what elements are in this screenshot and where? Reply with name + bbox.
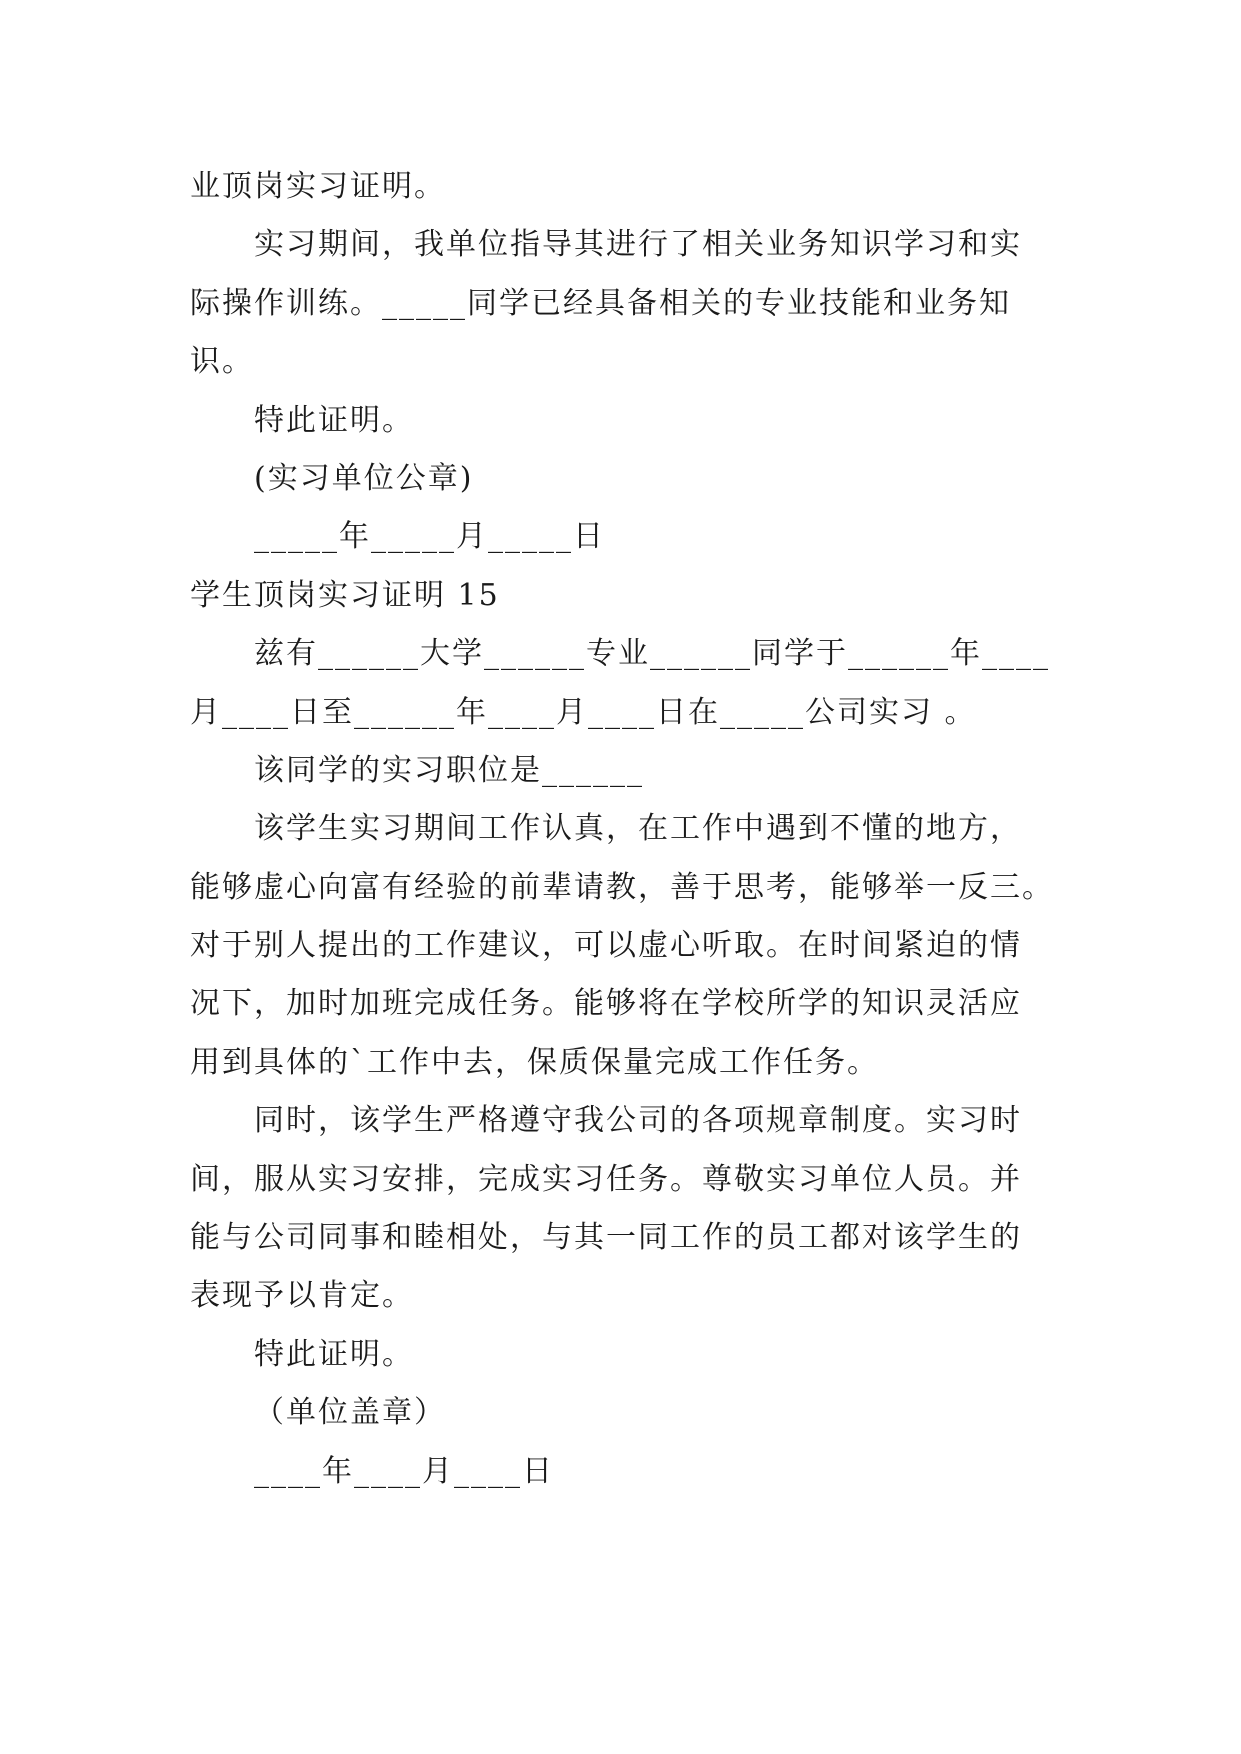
text-line-17: 同时，该学生严格遵守我公司的各项规章制度。实习时 [254, 1103, 1022, 1139]
text-line-12: 该学生实习期间工作认真，在工作中遇到不懂的地方， [254, 811, 1022, 847]
seal-line-1: (实习单位公章) [254, 460, 474, 496]
text-line-4: 识。 [190, 344, 254, 380]
text-line-1: 业顶岗实习证明。 [190, 169, 446, 204]
text-line-14: 对于别人提出的工作建议，可以虚心听取。在时间紧迫的情 [190, 928, 1022, 964]
text-line-19: 能与公司同事和睦相处，与其一同工作的员工都对该学生的 [190, 1220, 1022, 1256]
text-line-9: 兹有______大学______专业______同学于______年____ [254, 636, 1050, 672]
date-line-1: _____年_____月_____日 [254, 519, 605, 555]
seal-line-2: （单位盖章） [254, 1395, 446, 1431]
section-heading: 学生顶岗实习证明 15 [190, 577, 500, 613]
text-line-3: 际操作训练。_____同学已经具备相关的专业技能和业务知 [190, 285, 1011, 321]
text-line-13: 能够虚心向富有经验的前辈请教，善于思考，能够举一反三。 [190, 869, 1054, 905]
text-line-11: 该同学的实习职位是______ [254, 752, 644, 788]
text-line-18: 间，服从实习安排，完成实习任务。尊敬实习单位人员。并 [190, 1161, 1022, 1197]
text-line-15: 况下，加时加班完成任务。能够将在学校所学的知识灵活应 [190, 986, 1022, 1022]
closing-line-2: 特此证明。 [254, 1336, 414, 1372]
text-line-16: 用到具体的`工作中去，保质保量完成工作任务。 [190, 1044, 879, 1080]
closing-line-1: 特此证明。 [254, 402, 414, 438]
text-line-10: 月____日至______年____月____日在_____公司实习 。 [190, 694, 977, 730]
date-line-2: ____年____月____日 [254, 1453, 554, 1489]
text-line-20: 表现予以肯定。 [190, 1278, 414, 1314]
text-line-2: 实习期间，我单位指导其进行了相关业务知识学习和实 [254, 227, 1022, 263]
document-body [190, 158, 1060, 1501]
